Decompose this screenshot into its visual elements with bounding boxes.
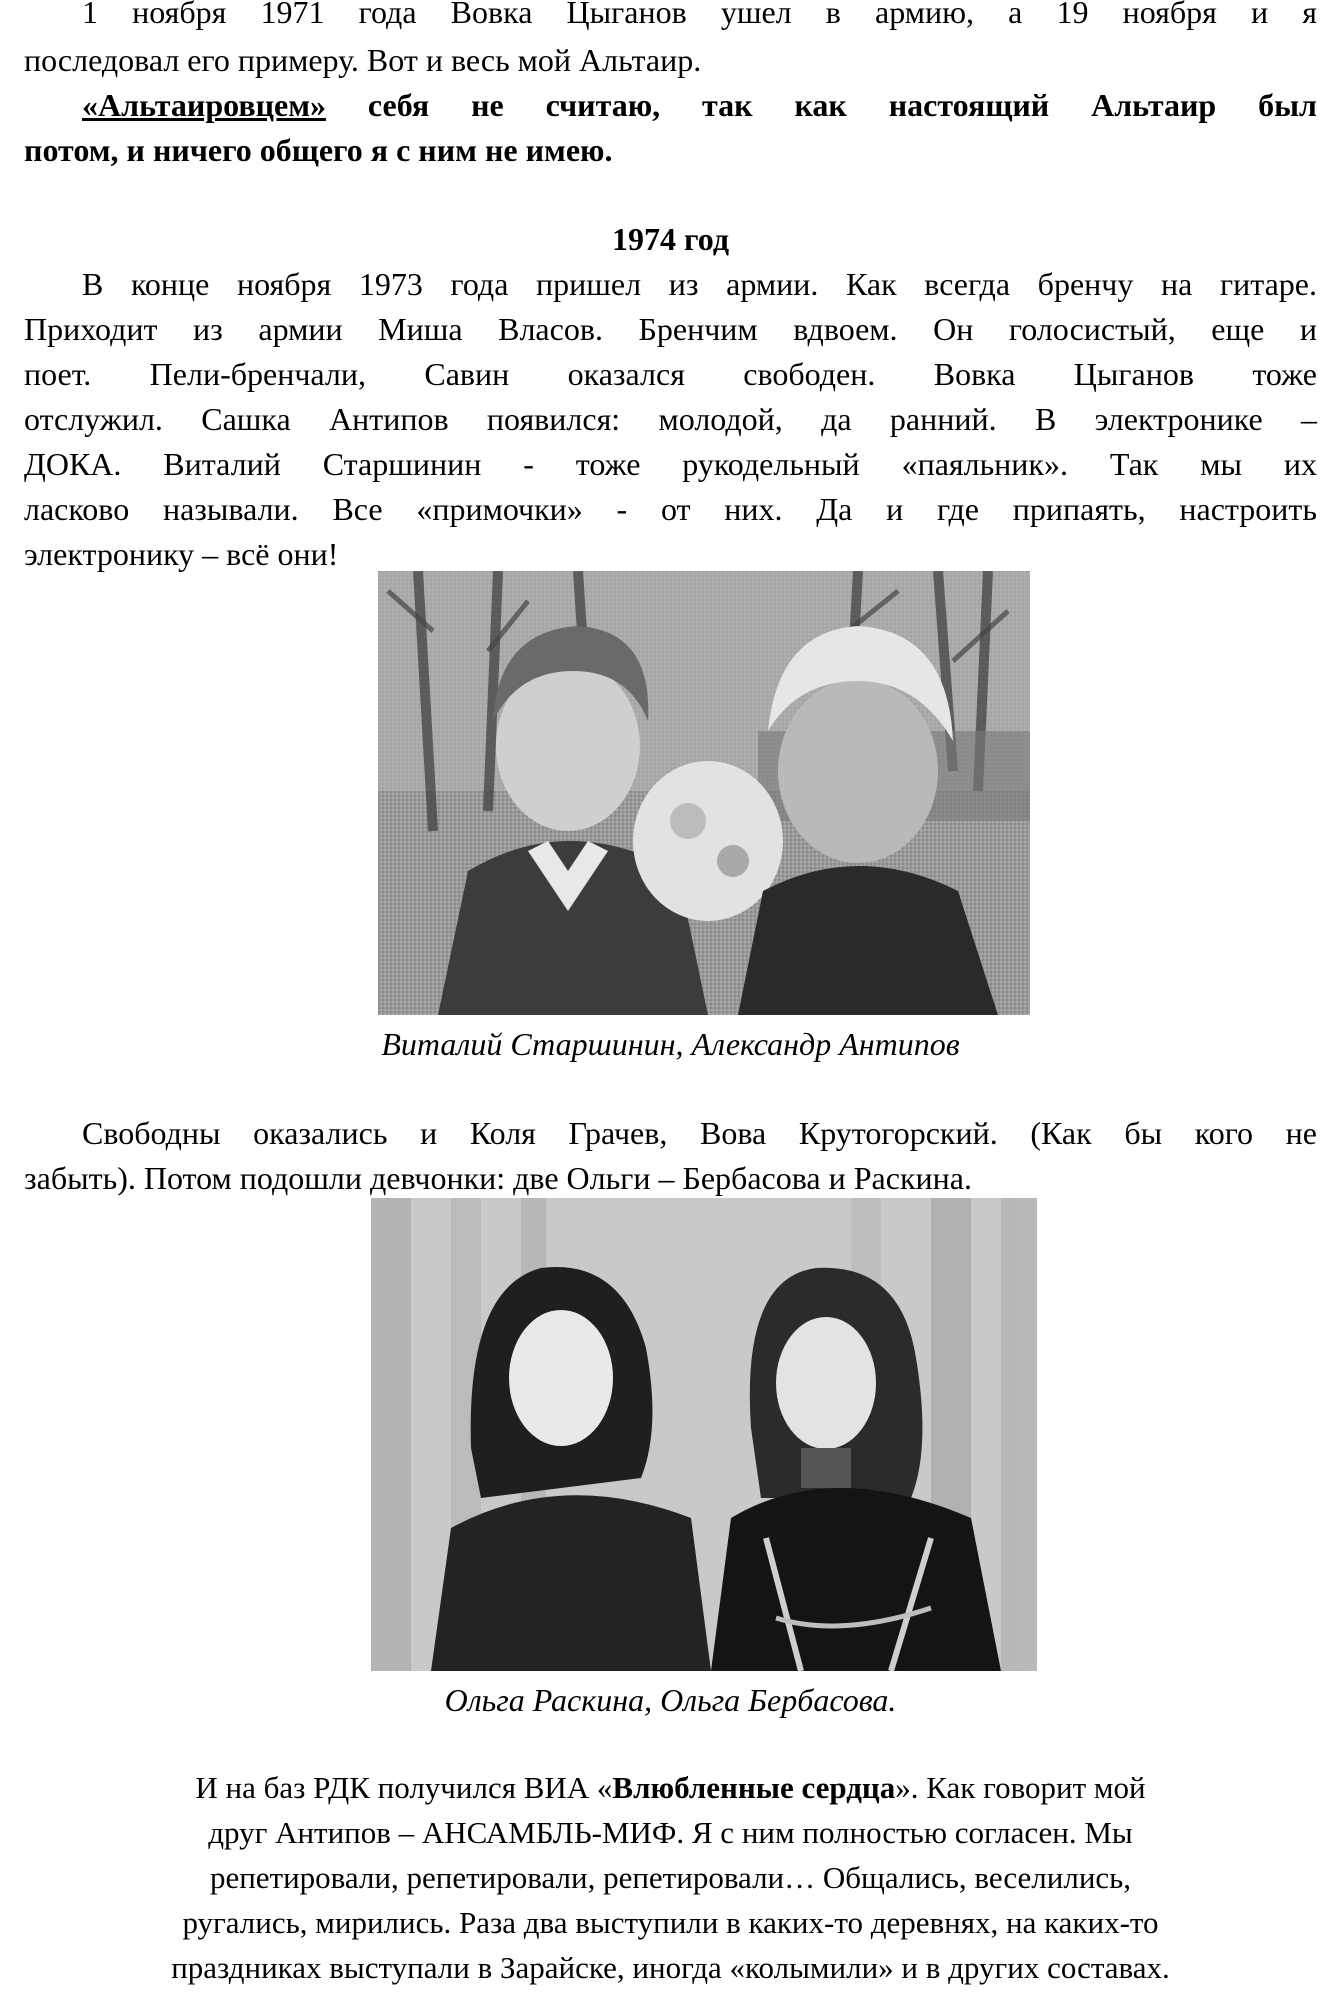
paragraph-line: репетировали, репетировали, репетировали… Общались, веселились,	[209, 1860, 1132, 1895]
paragraph-line: ласково называли. Все «примочки» - от них. Да и где припаять, настроить	[24, 491, 1317, 527]
paragraph-line: друг Антипов – АНСАМБЛЬ-МИФ. Я с ним полностью согласен. Мы	[208, 1815, 1133, 1850]
line-text: ». Как говорит мой	[895, 1770, 1146, 1805]
paragraph-line: отслужил. Сашка Антипов появился: молодой, да ранний. В электронике –	[24, 401, 1317, 437]
paragraph-line: забыть). Потом подошли девчонки: две Ольги – Бербасова и Раскина.	[24, 1160, 972, 1196]
bold-statement-line	[24, 83, 1317, 127]
bold-text: себя не считаю, так как настоящий Альтаир был	[326, 87, 1317, 123]
photo-two-young-men	[378, 571, 1030, 1015]
section-heading: 1974 год	[612, 221, 729, 257]
ensemble-name: Влюбленные сердца	[612, 1770, 896, 1805]
photo-caption: Ольга Раскина, Ольга Бербасова.	[444, 1682, 897, 1718]
line-text: И на баз РДК получился ВИА «	[195, 1770, 613, 1805]
bold-statement-line: потом, и ничего общего я с ним не имею.	[24, 132, 613, 168]
underlined-term: «Альтаировцем»	[82, 87, 327, 123]
paragraph-line: поет. Пели-бренчали, Савин оказался свободен. Вовка Цыганов тоже	[24, 356, 1317, 392]
paragraph-line: В конце ноября 1973 года пришел из армии. Как всегда бренчу на гитаре.	[82, 266, 1317, 302]
line-text: 1 ноября 1971 года Вовка Цыганов ушел в армию, а 19 ноября и я	[82, 0, 1317, 30]
paragraph-line: электронику – всё они!	[24, 536, 339, 572]
photo-caption: Виталий Старшинин, Александр Антипов	[381, 1026, 960, 1062]
paragraph-line: ругались, мирились. Раза два выступили в каких-то деревнях, на каких-то	[182, 1905, 1159, 1940]
photo-image	[378, 571, 1030, 1015]
text-line: последовал его примеру. Вот и весь мой Альтаир.	[24, 42, 702, 78]
paragraph-line: праздниках выступали в Зарайске, иногда «колымили» и в других составах.	[171, 1950, 1170, 1985]
paragraph-line	[0, 1767, 1341, 1809]
photo-image	[371, 1198, 1037, 1671]
photo-two-young-women	[371, 1198, 1037, 1671]
paragraph-line: Свободны оказались и Коля Грачев, Вова Крутогорский. (Как бы кого не	[82, 1115, 1317, 1151]
text-line	[24, 0, 1317, 34]
paragraph-line: ДОКА. Виталий Старшинин - тоже рукодельный «паяльник». Так мы их	[24, 446, 1317, 482]
paragraph-line: Приходит из армии Миша Власов. Бренчим вдвоем. Он голосистый, еще и	[24, 311, 1317, 347]
